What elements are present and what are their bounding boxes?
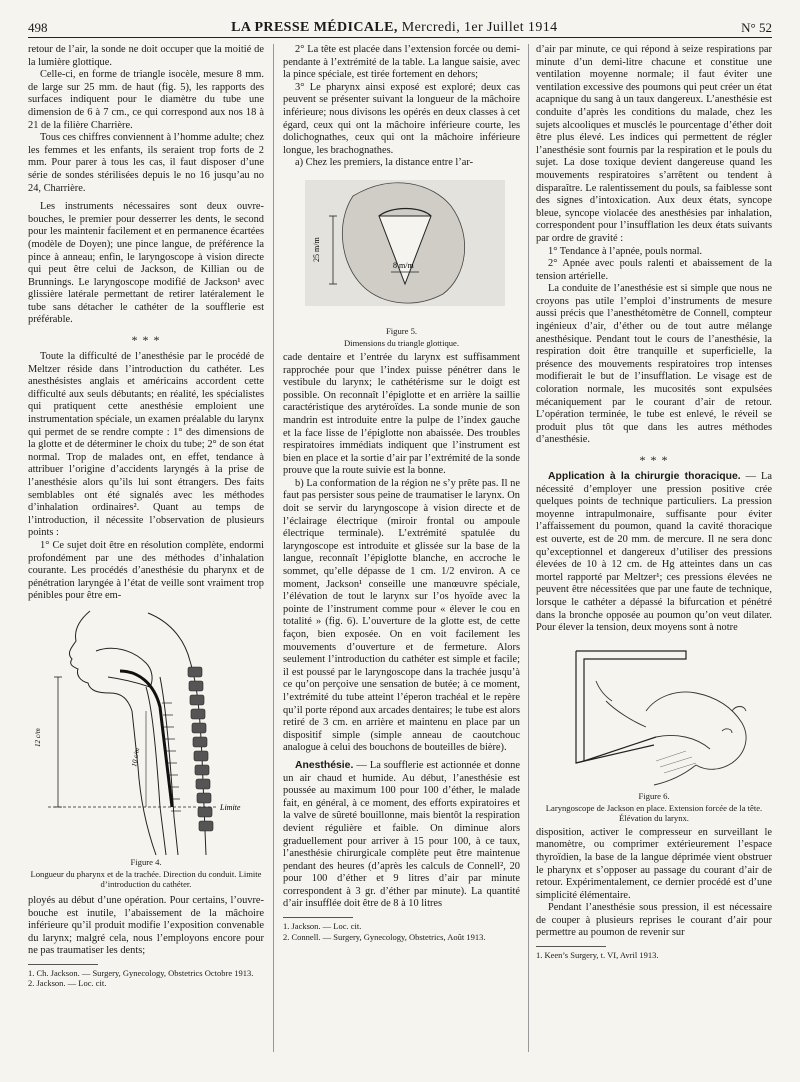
anatomy-illustration <box>28 607 264 857</box>
section-separator: * * * <box>131 333 161 348</box>
section-separator: * * * <box>639 453 669 467</box>
paragraph: retour de l’air, la sonde ne doit occuper que la moitié de la lumière glottique. <box>28 44 264 68</box>
figure-4 <box>28 607 264 889</box>
footnote: 1. Keen’s Surgery, t. VI, Avril 1913. <box>536 950 659 961</box>
figure-caption: Figure 5. Dimensions du triangle glottique. <box>283 326 520 348</box>
column-divider <box>528 44 529 1052</box>
paragraph: b) La conformation de la région ne s’y prête pas. Il ne faut pas persister sous peine de traumatiser le larynx. On doit se servir du laryngoscope à vision directe et de l’éclairage électrique (miroir frontal ou ampoule électrique terminale). L’extrémité spatulée du laryngoscope est introduite et glissée sur la base de la langue, reconnaît l’épiglotte blanche, en accroche le sommet, qu’elle dépasse de 1 cm. 1/2 environ. A ce moment, Jackson¹ conseille une manœuvre spéciale, l’élévation de tout le larynx sur l’os hyoïde avec la pointe de l’instrument comme pour « élever le cou en totalité » (fig. 6). L’ouverture de la glotte est, de cette façon, bien exposée. On en voit facilement les mouvements d’ouverture et de fermeture. Alors seulement l’introduction du cathéter est simple et facile; il est poussé par le laryngoscope dans la trachée jusqu’à ce qu’on perçoive une sensation de butée; à ce moment, l’extrémité du tube atteint l’éperon trachéal et le repère qu’il porte répond aux arcades dentaires; le tube est alors retiré de 3 cm. en arrière et maintenu en place par un dispositif simple (simple anneau de caoutchouc analogue à celui des bouchons de bouteilles de bière). <box>283 477 520 754</box>
footnote: 2. Jackson. — Loc. cit. <box>28 978 107 989</box>
glottis-illustration <box>283 176 520 326</box>
paragraph: Toute la difficulté de l’anesthésie par le procédé de Meltzer réside dans l’introduction du cathéter. Les anesthésistes anglais et américains accordent cette difficulté aux seuls débutants; en réalité, les spécialistes qui pratiquent cette anesthésie emploient une instrumentation spéciale, un examen préalable du larynx qui permet de se rendre compte : 1° des dimensions de la glotte et de déterminer le choix du tube; 2° de son état normal. Trop de malades ont, en effet, tendance à attribuer l’origine d’accidents laryngés à la prise de l’anesthésie alors qu’ils lui sont étrangers. Des faits semblables ont été signalés avec les méthodes d’inhalation ordinaires². Quant au temps de l’introduction, il nécessite l’observation de plusieurs points : <box>28 351 264 539</box>
figure-title: Figure 4. <box>130 856 162 867</box>
height-label: 25 m/m <box>312 237 321 262</box>
paragraph: Application à la chirurgie thoracique. — La nécessité d’employer une pression positive crée quelques points de technique particuliers. La pression moyenne intrapulmonaire, suffisante pour éviter l’affaissement du poumon, quand la cavité thoracique est ouverte, est de 20 mm. de mercure. Il ne sera donc qu’exceptionnel et dangereux d’utiliser des pressions élevées de 10 à 12 cm. de Hg atteintes dans un cas mortel rapporté par Meltzer¹; ces pressions élevées ne peuvent être nécessitées que par une faute de technique, lorsque le cathéter a dépassé la bifurcation et pénétré dans la bronche opposée au poumon qu’on veut dilater. Pour élever la tension, deux moyens sont à notre <box>536 471 772 634</box>
page-number: 498 <box>28 20 48 35</box>
paragraph: Tous ces chiffres conviennent à l’homme adulte; chez les femmes et les enfants, ils seraient trop forts de 2 mm. Pour parer à tous les cas, il faut disposer d’une série de sondes stérilisées depuis le no 16 jusqu’au no 24, Charrière. <box>28 132 264 194</box>
footnote-rule <box>283 917 353 918</box>
paragraph: Pendant l’anesthésie sous pression, il est nécessaire de couper à plusieurs reprises le courant d’air pour permettre au poumon de revenir sur <box>536 902 772 939</box>
figure-6 <box>536 641 772 823</box>
page-header <box>28 12 772 36</box>
footnote: 2. Connell. — Surgery, Gynecology, Obstetrics, Août 1913. <box>283 931 486 942</box>
figure-title: Figure 6. <box>638 790 670 801</box>
footnote-rule <box>28 964 98 965</box>
paragraph: cade dentaire et l’entrée du larynx est suffisamment rapprochée pour que l’index puisse pénétrer dans le vestibule du larynx; le cathétérisme sur le doigt est possible. On reconnaît l’épiglotte et en arrière la saillie caractéristique des arytéroïdes. La sonde munie de son mandrin est introduite entre la pulpe de l’index gauche et la face lisse de l’épiglotte non abaissée. Des troubles respiratoires immédiats indiquent que l’instrument est bien en place et la sortie d’air par l’extrémité de la sonde prouve que la route suivie est la bonne. <box>283 351 520 477</box>
header-rule <box>28 37 772 38</box>
paragraph: 2° La tête est placée dans l’extension forcée ou demi-pendante à l’extrémité de la table. La langue saisie, avec la pince spéciale, est tirée fortement en dehors; <box>283 44 520 81</box>
column-2 <box>283 44 520 942</box>
figure-5 <box>283 176 520 348</box>
paragraph: 2° Apnée avec pouls ralenti et abaissement de la tension artérielle. <box>536 258 772 282</box>
column-1 <box>28 44 264 989</box>
issue-date: Mercredi, 1er Juillet 1914 <box>401 20 558 35</box>
paragraph: Celle-ci, en forme de triangle isocèle, mesure 8 mm. de large sur 25 mm. de haut (fig. 5), les rapports des surfaces indiquent pour le diamètre du tube une dimension de 6 à 7 cm., ce qui correspond aux nos 18 à 21 de la filière Charrière. <box>28 69 264 131</box>
footnote: 1. Ch. Jackson. — Surgery, Gynecology, Obstetrics Octobre 1913. <box>28 967 254 978</box>
limit-label: Limite <box>220 802 241 812</box>
section-heading: Anesthésie. <box>295 759 354 771</box>
length-label: 10 c/m <box>130 747 142 768</box>
column-3 <box>536 44 772 961</box>
paragraph: 3° Le pharynx ainsi exposé est exploré; deux cas peuvent se présenter suivant la longueur de la mâchoire inférieure; nous divisons les opérés en deux classes à cet égard, ceux qui ont la mâchoire inférieure courte, les dolichognathes, ceux qui ont la mâchoire inférieure longue, les brachognathes. <box>283 81 520 156</box>
figure-caption: Figure 6. Laryngoscope de Jackson en place. Extension forcée de la tête. Élévation du larynx. <box>536 791 772 823</box>
paragraph: Les instruments nécessaires sont deux ouvre-bouches, le premier pour desserrer les dents, le second pour les maintenir facilement et en permanence écartées (modèle de Doyen); une pince langue, de préférence la pince à anneau; enfin, le laryngoscope à vision directe qui peut être celui de Jackson, de Killian ou de Brunnings. Le laryngoscope modifié de Jackson¹ avec glissière latérale permettant de retirer latéralement le tube sans détacher le cathéter de la soufflerie est préférable. <box>28 201 264 326</box>
paragraph: d’air par minute, ce qui répond à seize respirations par minute d’un demi-litre chacune et constitue une ventilation moyenne normale; il faut éviter une ventilation excessive des poumons qui peut créer un état acapnique du sang à un taux dangereux. L’anesthésie est conduite d’après les conditions du malade, chez les sujets alcooliques et musclés le pourcentage d’éther doit être plus élevé. Les indices qui permettent de régler l’anesthésie sont fournis par la respiration et le pouls du sujet. La dose toxique devient dangereuse quand les mouvements respiratoires s’arrêtent ou tendent à disparaître. Le ralentissement du pouls, sa faiblesse sont des signes d’intoxication. Aux deux états, syncope bleue, syncope violacée des anesthésies par inhalation, correspondent pour l’insufflation les deux états suivants par ordre de gravité : <box>536 44 772 244</box>
paragraph: ployés au début d’une opération. Pour certains, l’ouvre-bouche est inutile, l’abaissement de la mâchoire inférieure qu’il produit modifie l’exposition convenable du larynx; malgré cela, nous l’employons encore pour ne pas traumatiser les dents; <box>28 894 264 957</box>
paragraph: a) Chez les premiers, la distance entre l’ar- <box>295 157 474 169</box>
footnote-rule <box>536 946 606 947</box>
journal-title: LA PRESSE MÉDICALE, <box>231 20 398 35</box>
paragraph: disposition, activer le compresseur en surveillant le manomètre, ou comprimer extérieurement l’espace thyroïdien, la base de la langue déprimée vient obstruer le pharynx et s’opposer au passage du courant d’air de retour. Expérimentalement, ce dernier procédé est d’une simplicité élémentaire. <box>536 826 772 901</box>
figure-caption: Figure 4. Longueur du pharynx et de la trachée. Direction du conduit. Limite d’introduction du cathéter. <box>28 857 264 889</box>
paragraph: La conduite de l’anesthésie est si simple que nous ne croyons pas utile l’emploi d’instruments de mesure aussi précis que l’anesthétomètre de Connell, compteur ingénieux d’air, d’éther ou de tout autre mélange anesthésique. Pendant tout le cours de l’anesthésie, la respiration doit être tranquille et superficielle, la présence des mouvements respiratoires trop intenses modifierait le but de l’insufflation. Le visage est de coloration normale, les mucosités sont expulsées mécaniquement par le courant d’air de retour. L’opération terminée, le tube est enlevé, le réveil se produit plus tôt que dans les autres méthodes d’anesthésie. <box>536 283 772 446</box>
footnote: 1. Jackson. — Loc. cit. <box>283 921 362 932</box>
length-label: 12 c/m <box>34 728 42 747</box>
width-label: 8 m/m <box>393 260 414 270</box>
issue-number: N° 52 <box>741 20 772 35</box>
figure-title: Figure 5. <box>385 325 418 336</box>
paragraph: Anesthésie. — La soufflerie est actionnée et donne un air chaud et humide. Au début, l’anesthésie est poussée au maximum 100 pour 100 d’éther, le malade fait, en général, à ce moment, des efforts expiratoires et la valve de sûreté bouillonne, mais bientôt la respiration devient régulière et faible. On diminue alors graduellement pour arriver à 15 pour 100, à ce taux, l’anesthésie chirurgicale complète peut être maintenue pendant des heures (d’après les calculs de Connell², 20 pour 100 d’éther et 9 litres d’air par minute correspondent à 3 gr. d’éther par minute). La quantité d’air insufflée doit être de 8 à 10 litres <box>283 759 520 910</box>
laryngoscope-illustration <box>536 641 772 791</box>
section-heading: Application à la chirurgie thoracique. <box>548 471 741 482</box>
paragraph: 1° Ce sujet doit être en résolution complète, endormi profondément par une des méthodes d’inhalation courante. Les procédés d’anesthésie du pharynx et de pénétration laryngée à l’état de veille sont vraiment trop pénibles pour être em- <box>28 539 264 602</box>
paragraph: 1° Tendance à l’apnée, pouls normal. <box>548 245 703 257</box>
journal-masthead <box>231 20 557 36</box>
column-divider <box>273 44 274 1052</box>
